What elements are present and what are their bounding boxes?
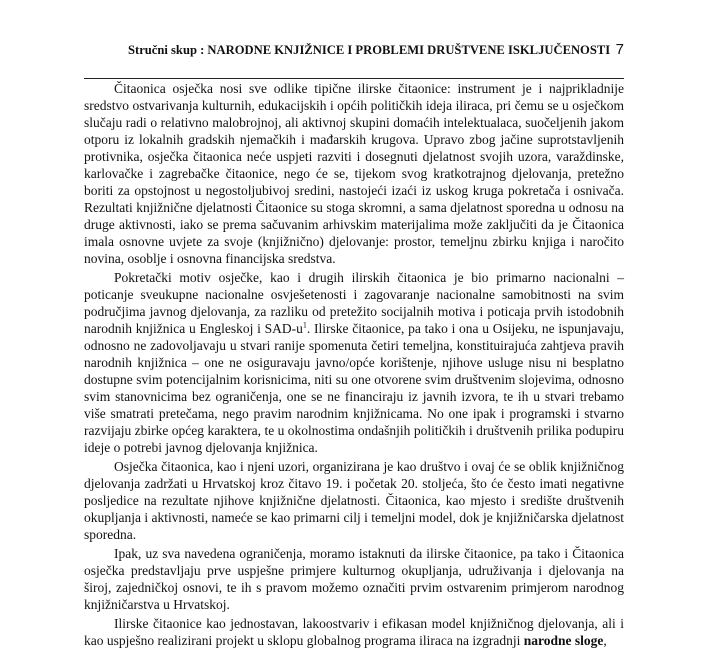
paragraph-5-text-end: , <box>603 633 607 648</box>
paragraph-3 <box>84 458 624 543</box>
paragraph-1-text: Čitaonica osječka nosi sve odlike tipične ilirske čitaonice: instrument je i najprikladnije sredstvo ostvarivanja kulturnih, edukacijskih i općih političkih ideja iliraca, pri čemu se u osječkom slučaju radi o relativno malobrojnoj, ali aktivnoj skupini domaćih intelektualaca, suočeljenih jakom otporu iz lokalnih gradskih njemačkih i mađarskih krugova. Upravo zbog jačine suprotstavljenih protivnika, osječka čitaonica neće uspjeti razviti i dosegnuti djelatnost svojih uzora, varaždinske, karlovačke i zagrebačke čitaonice, nego će se, tijekom svog kratkotrajnog djelovanja, pretežno boriti za opstojnost u negostoljubivoj sredini, nastojeći izaći iz uskog kruga pokretača i osnivača. Rezultati knjižnične djelatnosti Čitaonice su stoga skromni, a sama djelatnost sporedna u odnosu na druge aktivnosti, iako se prema sačuvanim arhivskim materijalima može zaključiti da je Čitaonica imala osnovne uvjete za svoje (knjižnično) djelovanje: prostor, temeljnu zbirku knjiga i naročito novina, osoblje i osnovna financijska sredstva. <box>84 81 624 266</box>
emphasized-term: narodne sloge <box>523 633 604 648</box>
paragraph-2 <box>84 269 624 456</box>
paragraph-2-text-start: Pokretački motiv osječke, kao i drugih ilirskih čitaonica je bio primarno nacionalni – poticanje sveukupne nacionalne osvješetenosti i zagovaranje nacionalne samobitnosti na svim područjima javnog djelovanja, za razliku od pretežito socijalnih motiva i poticaja prvih istodobnih narodnih knjižnica u Engleskoj i SAD-u <box>84 270 624 336</box>
paragraph-2-text-end: . Ilirske čitaonice, pa tako i ona u Osijeku, ne ispunjavaju, odnosno ne zadovoljavaju u stvari ranije spomenuta četiri temeljna, konstituirajuća zahtjeva pravih narodnih knjižnica – one ne osiguravaju javno/opće korištenje, njihove usluge nisu ni besplatno dostupne svim potencijalnim korisnicima, niti su one otvorene svim društvenim slojevima, odnosno svim stanovnicima bez ograničenja, one se ne financiraju iz javnih izvora, te ih u stvari trebamo više smatrati pretečama, nego pravim narodnim knjižnicama. No one ipak i programski i stvarno razvijaju zbirke općeg karaktera, te u okolnostima ondašnjih političkih i društvenih prilika podupiru ideje o potrebi javnog djelovanja knjižnica. <box>84 321 624 455</box>
paragraph-4 <box>84 545 624 613</box>
paragraph-1 <box>84 80 624 267</box>
paragraph-5 <box>84 615 624 649</box>
paragraph-3-text: Osječka čitaonica, kao i njeni uzori, organizirana je kao društvo i ovaj će se oblik knjižničnog djelovanja zadržati u Hrvatskoj kroz čitavo 19. i početak 20. stoljeća, što će često imati negativne posljedice na rezultate njihove knjižnične djelatnosti. Čitaonica, kao mjesto i središte društvenih okupljanja i aktivnosti, nameće se kao primarni cilj i temeljni model, dok je knjižničarska djelatnost sporedna. <box>84 459 624 542</box>
body-text <box>84 80 624 649</box>
running-header <box>84 43 624 61</box>
page-number: 7 <box>615 41 624 58</box>
header-divider <box>84 78 624 79</box>
paragraph-5-text-start: Ilirske čitaonice kao jednostavan, lakoostvariv i efikasan model knjižničnog djelovanja, ali i kao uspješno realizirani projekt u sklopu globalnog programa iliraca na izgradnji <box>84 616 624 648</box>
paragraph-4-text: Ipak, uz sva navedena ograničenja, moramo istaknuti da ilirske čitaonice, pa tako i Čitaonica osječka predstavljaju prve uspješne primjere kulturnog okupljanja, udruživanja i djelovanja na široj, zajedničkoj osnovi, te ih s pravom možemo označiti prvim ostvarenim primjerom narodnog knjižničarstva u Hrvatskoj. <box>84 546 624 612</box>
header-title: Stručni skup : NARODNE KNJIŽNICE I PROBLEMI DRUŠTVENE ISKLJUČENOSTI <box>128 43 611 57</box>
footnote-reference[interactable]: 1 <box>302 320 307 330</box>
